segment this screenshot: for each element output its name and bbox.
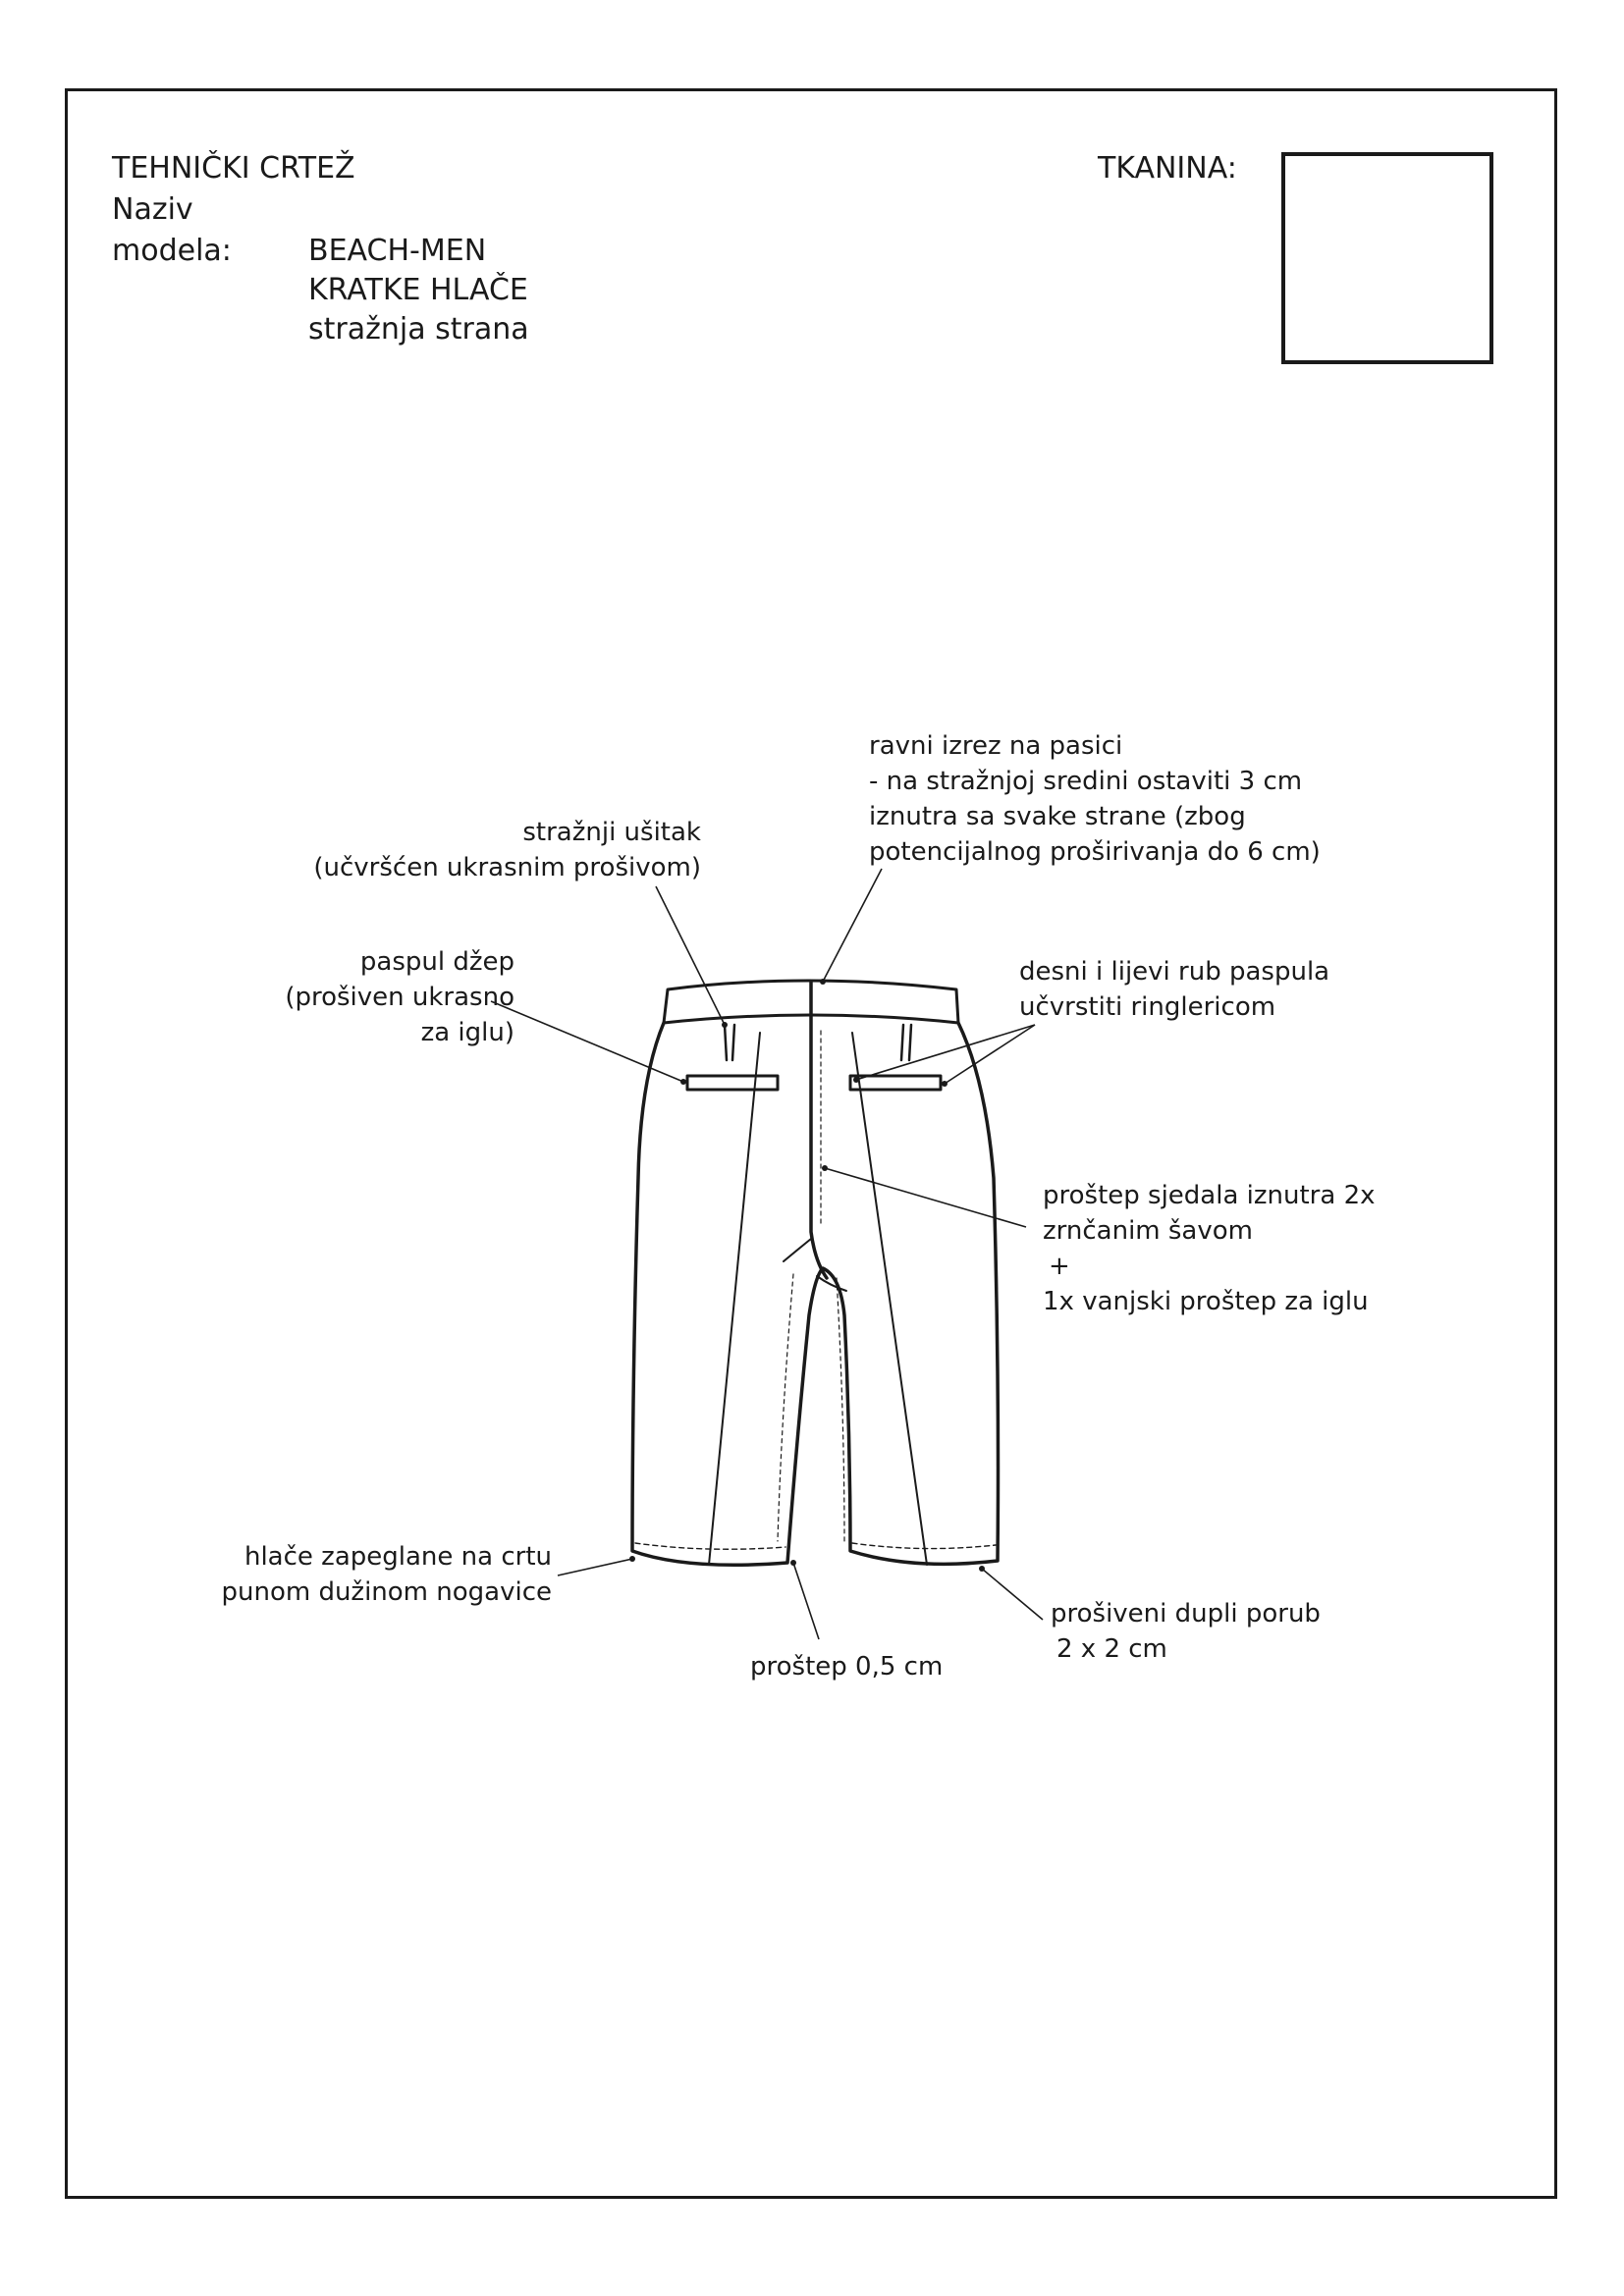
annotation-line: iznutra sa svake strane (zbog bbox=[869, 802, 1246, 831]
annotation-line: prošiveni dupli porub bbox=[1051, 1599, 1321, 1629]
annotation-line: paspul džep bbox=[359, 947, 514, 977]
leader-dot bbox=[942, 1081, 947, 1087]
annotation-line: zrnčanim šavom bbox=[1043, 1216, 1253, 1246]
leader-welt-edge-left bbox=[856, 1025, 1035, 1080]
leader-dot bbox=[790, 1560, 796, 1566]
leader-dot bbox=[822, 1165, 828, 1171]
annotation-line: stražnji ušitak bbox=[522, 818, 701, 847]
annotation-line: (učvršćen ukrasnim prošivom) bbox=[313, 853, 701, 882]
annotation-line: hlače zapeglane na crtu bbox=[244, 1542, 552, 1572]
leader-pressed-crease bbox=[558, 1559, 632, 1575]
leader-dot bbox=[680, 1079, 686, 1085]
annotation-line: proštep sjedala iznutra 2x bbox=[1043, 1181, 1376, 1210]
annotation-line: 2 x 2 cm bbox=[1056, 1634, 1167, 1664]
leader-welt-edge-right bbox=[945, 1025, 1035, 1084]
annotation-line: za iglu) bbox=[420, 1018, 514, 1047]
leader-welt-pocket bbox=[491, 1001, 683, 1082]
right-dart bbox=[901, 1025, 911, 1060]
annotation-line: 1x vanjski proštep za iglu bbox=[1043, 1287, 1369, 1316]
seat-seam-branch bbox=[817, 1276, 846, 1291]
leader-dot bbox=[853, 1077, 859, 1083]
left-dart bbox=[725, 1025, 734, 1060]
leader-waistband-cut bbox=[823, 869, 882, 982]
annotation-line: učvrstiti ringlericom bbox=[1019, 992, 1276, 1022]
document-title: TEHNIČKI CRTEŽ bbox=[112, 151, 355, 186]
leader-dot bbox=[722, 1022, 728, 1028]
leader-hem bbox=[982, 1569, 1043, 1620]
shorts-outline bbox=[632, 1023, 999, 1565]
left-welt-pocket bbox=[687, 1076, 778, 1090]
annotation-line: (prošiven ukrasno bbox=[285, 983, 514, 1012]
leader-dot bbox=[629, 1556, 635, 1562]
annotation-line: - na stražnjoj sredini ostaviti 3 cm bbox=[869, 767, 1303, 796]
annotation-line: proštep 0,5 cm bbox=[750, 1652, 944, 1682]
annotation-line: desni i lijevi rub paspula bbox=[1019, 957, 1330, 987]
center-back-seam bbox=[811, 982, 827, 1278]
annotation-line: potencijalnog proširivanja do 6 cm) bbox=[869, 837, 1321, 867]
annotation-line: punom dužinom nogavice bbox=[221, 1577, 552, 1607]
left-crease-line bbox=[709, 1033, 760, 1565]
right-crease-line bbox=[852, 1033, 927, 1565]
model-line-1: BEACH-MEN bbox=[308, 234, 487, 268]
leader-dot bbox=[820, 979, 826, 985]
annotation-line: ravni izrez na pasici bbox=[869, 731, 1123, 761]
leader-dot bbox=[979, 1566, 985, 1572]
leader-topstitch bbox=[793, 1563, 819, 1639]
seat-seam-branch bbox=[784, 1239, 811, 1261]
naziv-label: Naziv bbox=[112, 192, 193, 227]
fabric-label: TKANINA: bbox=[1098, 151, 1237, 186]
modela-label: modela: bbox=[112, 234, 232, 268]
model-line-2: KRATKE HLAČE bbox=[308, 273, 528, 307]
model-line-3: stražnja strana bbox=[308, 312, 529, 347]
annotation-line: + bbox=[1049, 1252, 1070, 1281]
